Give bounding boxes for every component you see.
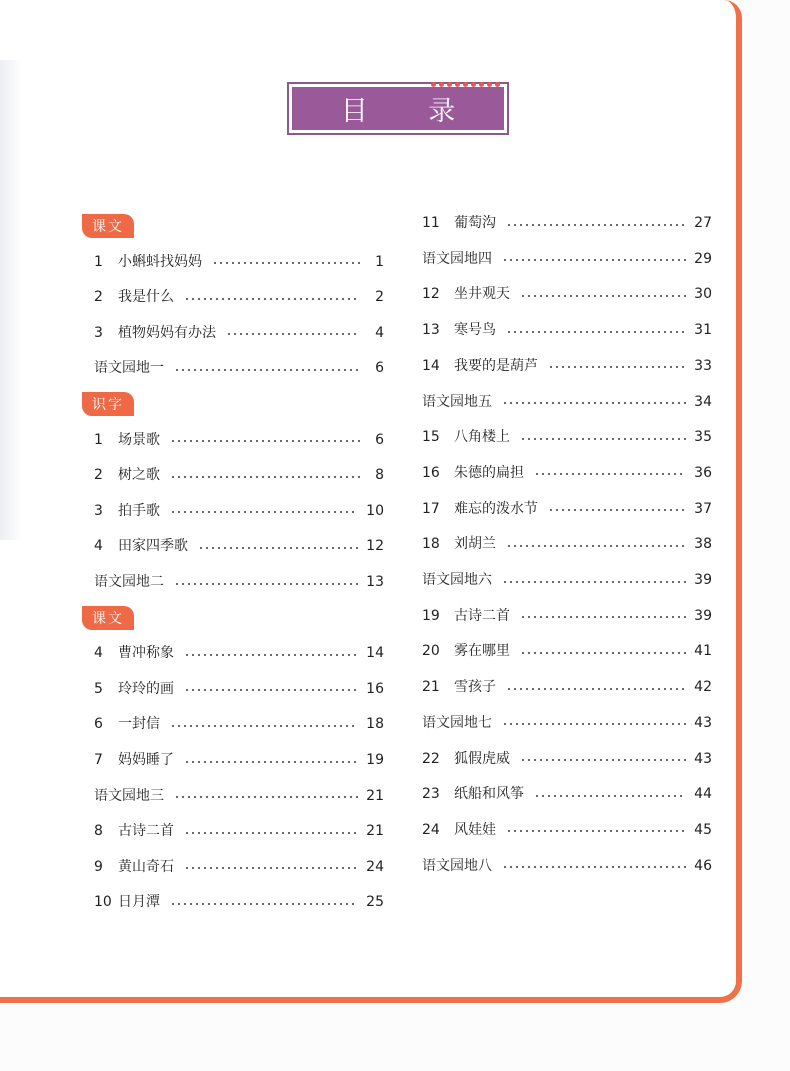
entry-page-number: 19	[366, 752, 384, 768]
dot-leader	[502, 402, 686, 404]
entry-title: 树之歌	[118, 467, 160, 484]
entry-number: 7	[94, 752, 103, 768]
entry-number: 4	[94, 645, 103, 662]
entry-page-number: 33	[694, 357, 712, 374]
entry-title: 狐假虎威	[454, 750, 510, 767]
toc-entry[interactable]	[422, 606, 712, 626]
entry-title: 风娃娃	[454, 821, 496, 838]
entry-page-number: 10	[366, 502, 384, 519]
toc-entry[interactable]	[94, 430, 384, 450]
entry-title: 一封信	[118, 716, 160, 733]
entry-title: 语文园地八	[422, 857, 492, 874]
entry-number: 20	[422, 643, 440, 660]
toc-entry[interactable]	[422, 749, 712, 769]
entry-title: 葡萄沟	[454, 215, 496, 231]
dot-leader	[520, 616, 686, 618]
entry-title: 八角楼上	[454, 429, 510, 446]
entry-page-number: 4	[375, 324, 384, 341]
toc-heading: 目 录	[292, 87, 504, 130]
entry-title: 雪孩子	[454, 679, 496, 696]
dot-leader	[506, 688, 686, 690]
entry-page-number: 21	[366, 787, 384, 804]
entry-number: 16	[422, 464, 440, 481]
toc-entry[interactable]	[94, 786, 384, 806]
toc-entry[interactable]	[94, 501, 384, 521]
dot-leader	[502, 866, 686, 868]
toc-entry[interactable]	[94, 358, 384, 378]
entry-page-number: 2	[375, 289, 384, 306]
toc-entry[interactable]	[94, 252, 384, 272]
entry-title: 植物妈妈有办法	[118, 324, 216, 341]
dot-leader	[506, 830, 686, 832]
dot-leader	[520, 295, 686, 297]
dot-leader	[174, 583, 358, 585]
entry-number: 13	[422, 322, 440, 339]
entry-title: 语文园地二	[94, 574, 164, 590]
entry-page-number: 25	[366, 894, 384, 911]
entry-number: 10	[94, 894, 112, 911]
dot-leader	[170, 511, 358, 513]
entry-page-number: 44	[694, 786, 712, 803]
entry-page-number: 24	[366, 858, 384, 875]
entry-page-number: 35	[694, 429, 712, 446]
entry-number: 3	[94, 502, 103, 519]
toc-entry[interactable]	[94, 643, 384, 663]
entry-number: 1	[94, 431, 103, 448]
entry-title: 难忘的泼水节	[454, 500, 538, 517]
entry-page-number: 37	[694, 500, 712, 517]
entry-page-number: 21	[366, 823, 384, 840]
dot-leader	[184, 867, 358, 869]
entry-number: 1	[94, 253, 103, 270]
dot-leader	[170, 725, 358, 727]
entry-page-number: 45	[694, 821, 712, 838]
entry-number: 5	[94, 680, 103, 697]
toc-entry[interactable]	[422, 320, 712, 340]
entry-page-number: 39	[694, 607, 712, 624]
entry-number: 12	[422, 286, 440, 303]
entry-page-number: 38	[694, 536, 712, 553]
entry-page-number: 46	[694, 857, 712, 874]
dot-leader	[520, 652, 686, 654]
entry-number: 9	[94, 858, 103, 875]
entry-page-number: 13	[366, 574, 384, 590]
toc-entry[interactable]	[422, 463, 712, 483]
toc-entry[interactable]	[422, 641, 712, 661]
dot-leader	[226, 333, 360, 335]
dot-leader	[170, 476, 360, 478]
entry-page-number: 30	[694, 286, 712, 303]
dot-leader	[506, 224, 686, 226]
dot-leader	[184, 832, 358, 834]
entry-title: 古诗二首	[118, 823, 174, 840]
entry-title: 田家四季歌	[118, 538, 188, 555]
section-badge: 课文	[82, 214, 134, 238]
entry-title: 纸船和风筝	[454, 786, 524, 803]
entry-title: 寒号鸟	[454, 322, 496, 339]
page-edge-shadow	[0, 60, 22, 540]
entry-number: 23	[422, 786, 440, 803]
dot-leader	[548, 366, 686, 368]
toc-entry[interactable]	[94, 465, 384, 485]
toc-entry[interactable]	[422, 427, 712, 447]
entry-number: 17	[422, 500, 440, 517]
entry-title: 场景歌	[118, 431, 160, 448]
dot-leader	[184, 298, 360, 300]
dot-leader	[174, 796, 358, 798]
entry-title: 语文园地七	[422, 714, 492, 731]
entry-number: 2	[94, 467, 103, 484]
entry-number: 21	[422, 679, 440, 696]
entry-page-number: 14	[366, 645, 384, 662]
entry-page-number: 6	[375, 360, 384, 377]
entry-title: 我是什么	[118, 289, 174, 306]
entry-title: 刘胡兰	[454, 536, 496, 553]
toc-entry[interactable]	[422, 284, 712, 304]
entry-title: 语文园地六	[422, 572, 492, 588]
entry-page-number: 12	[366, 538, 384, 555]
dot-leader	[534, 473, 686, 475]
entry-title: 语文园地三	[94, 787, 164, 804]
dot-leader	[198, 547, 358, 549]
entry-title: 小蝌蚪找妈妈	[118, 253, 202, 270]
toc-entry[interactable]	[94, 750, 384, 770]
heading-decoration-dots	[431, 82, 500, 88]
entry-page-number: 16	[366, 680, 384, 697]
entry-page-number: 31	[694, 322, 712, 339]
entry-title: 玲玲的画	[118, 680, 174, 697]
entry-title: 曹冲称象	[118, 645, 174, 662]
entry-number: 15	[422, 429, 440, 446]
toc-entry[interactable]	[422, 356, 712, 376]
toc-entry[interactable]	[422, 677, 712, 697]
entry-page-number: 18	[366, 716, 384, 733]
dot-leader	[506, 331, 686, 333]
toc-entry[interactable]	[94, 714, 384, 734]
entry-title: 黄山奇石	[118, 858, 174, 875]
section-badge: 识字	[82, 392, 134, 416]
entry-title: 我要的是葫芦	[454, 357, 538, 374]
entry-number: 8	[94, 823, 103, 840]
toc-entry[interactable]	[94, 857, 384, 877]
entry-title: 拍手歌	[118, 502, 160, 519]
toc-entry[interactable]	[422, 784, 712, 804]
toc-entry[interactable]	[422, 499, 712, 519]
toc-entry[interactable]	[94, 323, 384, 343]
section-badge: 课文	[82, 606, 134, 630]
entry-number: 6	[94, 716, 103, 733]
entry-page-number: 34	[694, 393, 712, 410]
toc-entry[interactable]	[94, 821, 384, 841]
entry-page-number: 8	[375, 467, 384, 484]
toc-entry[interactable]	[94, 287, 384, 307]
dot-leader	[184, 654, 358, 656]
entry-title: 古诗二首	[454, 607, 510, 624]
entry-page-number: 43	[694, 750, 712, 767]
dot-leader	[548, 509, 686, 511]
toc-entry[interactable]	[422, 392, 712, 412]
entry-page-number: 6	[375, 431, 384, 448]
dot-leader	[502, 259, 686, 261]
entry-page-number: 39	[694, 572, 712, 588]
dot-leader	[502, 581, 686, 583]
entry-page-number: 36	[694, 464, 712, 481]
dot-leader	[170, 440, 360, 442]
toc-entry[interactable]	[422, 249, 712, 269]
dot-leader	[534, 795, 686, 797]
entry-number: 19	[422, 607, 440, 624]
entry-page-number: 41	[694, 643, 712, 660]
dot-leader	[184, 761, 358, 763]
entry-page-number: 1	[375, 253, 384, 270]
toc-entry[interactable]	[422, 820, 712, 840]
entry-page-number: 29	[694, 250, 712, 267]
toc-entry[interactable]	[422, 856, 712, 876]
dot-leader	[502, 723, 686, 725]
entry-page-number: 43	[694, 714, 712, 731]
entry-title: 语文园地五	[422, 393, 492, 410]
entry-title: 朱德的扁担	[454, 464, 524, 481]
entry-title: 语文园地四	[422, 250, 492, 267]
entry-page-number: 27	[694, 215, 712, 231]
toc-entry[interactable]	[422, 213, 712, 233]
entry-title: 坐井观天	[454, 286, 510, 303]
toc-entry[interactable]	[94, 536, 384, 556]
entry-number: 14	[422, 357, 440, 374]
dot-leader	[506, 545, 686, 547]
toc-entry[interactable]	[422, 713, 712, 733]
entry-number: 3	[94, 324, 103, 341]
dot-leader	[212, 262, 360, 264]
toc-entry[interactable]	[94, 892, 384, 912]
entry-page-number: 42	[694, 679, 712, 696]
dot-leader	[520, 759, 686, 761]
entry-number: 18	[422, 536, 440, 553]
dot-leader	[184, 689, 358, 691]
dot-leader	[520, 438, 686, 440]
entry-title: 雾在哪里	[454, 643, 510, 660]
entry-title: 日月潭	[118, 894, 160, 911]
entry-title: 妈妈睡了	[118, 752, 174, 768]
entry-title: 语文园地一	[94, 360, 164, 377]
toc-entry[interactable]	[94, 572, 384, 592]
toc-entry[interactable]	[422, 534, 712, 554]
toc-entry[interactable]	[94, 679, 384, 699]
dot-leader	[170, 903, 358, 905]
entry-number: 2	[94, 289, 103, 306]
entry-number: 4	[94, 538, 103, 555]
toc-heading-box	[287, 82, 509, 135]
entry-number: 22	[422, 750, 440, 767]
dot-leader	[174, 369, 360, 371]
toc-entry[interactable]	[422, 570, 712, 590]
entry-number: 24	[422, 821, 440, 838]
entry-number: 11	[422, 215, 440, 231]
